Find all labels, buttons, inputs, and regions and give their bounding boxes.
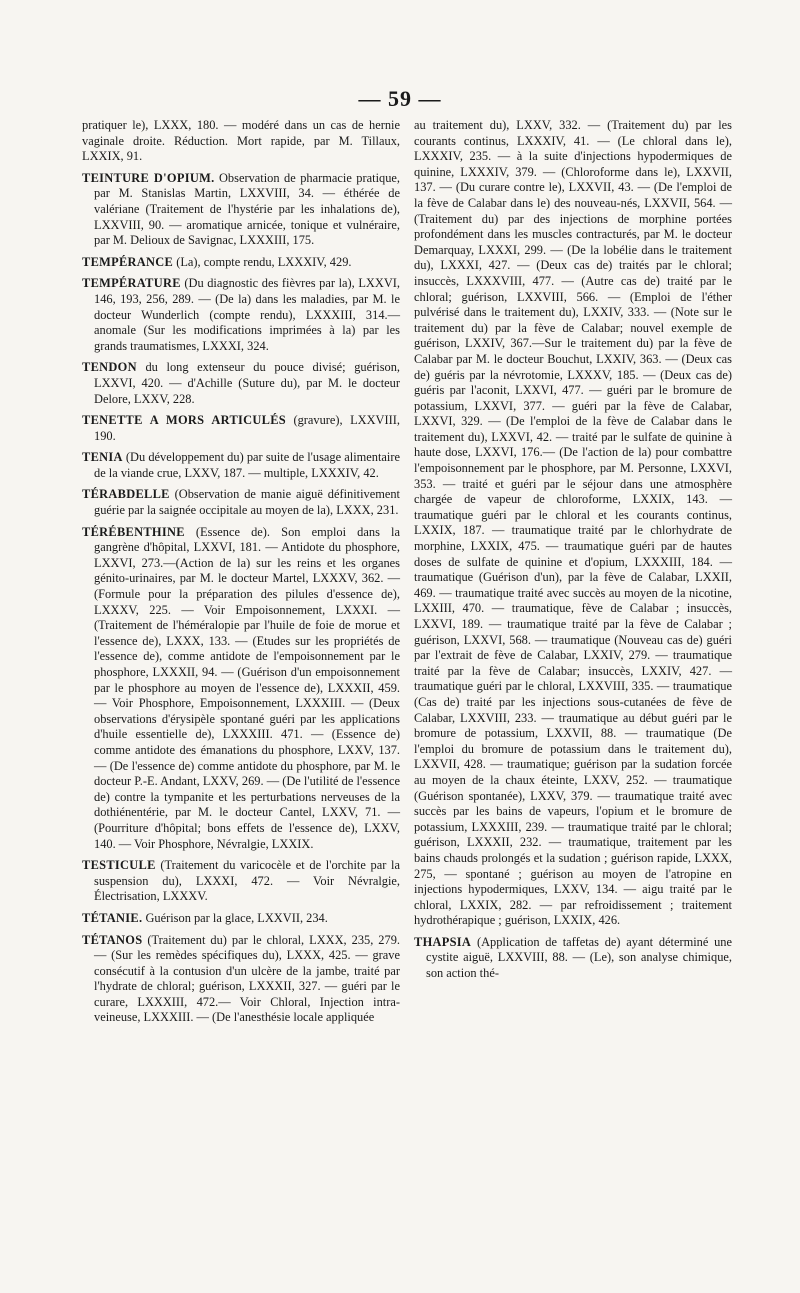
index-entry <box>82 487 400 518</box>
entry-headword: TÉRÉBENTHINE <box>82 524 185 539</box>
entry-text: pratiquer le), LXXX, 180. — modéré dans un cas de hernie vaginale droite. Réduction. Mort rapide, par M. Tillaux, LXXIX, 91. <box>82 118 400 164</box>
index-entry <box>82 450 400 481</box>
entry-text: (Du diagnostic des fièvres par la), LXXVI, 146, 193, 256, 289. — (De la) dans les maladies, par M. le docteur Wunderlich (compte rendu), LXXXIII, 314.— anomale (Sur les modifications imprimées à la) par les grands traumatismes, LXXXI, 324. <box>94 276 400 353</box>
entry-headword: THAPSIA <box>414 934 472 949</box>
entry-headword: TEMPÉRANCE <box>82 254 174 269</box>
entry-text: (Essence de). Son emploi dans la gangrène d'hôpital, LXXVI, 181. — Antidote du phosphore, LXXVI, 273.—(Action de la) sur les reins et les organes génito-urinaires, par M. le docteur Martel, LXXXV, 362. — (Formule pour la préparation des pilules d'essence de), LXXXV, 225. — Voir Empoisonnement, LXXXI. — (Traitement de l'héméralopie par l'huile de foie de morue et l'essence de), LXXX, 133. — (Etudes sur les propriétés de l'essence de), comme antidote de l'empoisonnement par le phosphore, LXXXII, 94. — (Guérison d'un empoisonnement par le phosphore au moyen de l'essence de), LXXXII, 459. — Voir Phosphore, Empoisonnement, LXXXIII. — (Deux observations d'érysipèle spontané guéri par les applications d'huile essentielle de), LXXXIII. 471. — (Essence de) comme antidote des émanations du phosphore, LXXV, 137. — (De l'essence de) comme antidote du phosphore, par M. le docteur P.-E. Andant, LXXV, 269. — (De l'utilité de l'essence de) contre la tympanite et les perturbations nerveuses de la dothiénentérie, par M. le docteur Cantel, LXXV, 71. — (Pourriture d'hôpital; bons effets de l'essence de), LXXV, 140. — Voir Phosphore, Névralgie, LXXIX. <box>94 524 400 851</box>
right-column <box>414 118 732 988</box>
index-entry <box>82 933 400 1027</box>
index-entry <box>82 171 400 249</box>
index-entry <box>82 858 400 905</box>
entry-text: (Application de taffetas de) ayant déterminé une cystite aiguë, LXXVIII, 88. — (Le), son analyse chimique, son action thé- <box>426 934 732 981</box>
index-entry <box>414 118 732 929</box>
entry-text: (gravure), LXXVIII, 190. <box>94 413 400 443</box>
entry-headword: TEINTURE D'OPIUM. <box>82 170 215 185</box>
entry-text: (La), compte rendu, LXXXIV, 429. <box>176 254 352 269</box>
entry-headword: TENETTE A MORS ARTICULÉS <box>82 413 286 428</box>
entry-text: (Observation de manie aiguë définitivement guérie par la saignée occipitale au moyen de la), LXXX, 231. <box>94 487 400 518</box>
entry-text: (Traitement du) par le chloral, LXXX, 235, 279. — (Sur les remèdes spécifiques du), LXXX, 425. — grave consécutif à la contusion d'un ulcère de la jambe, traité par l'hydrate de chloral; guérison, LXXXII, 327. — guéri par le curare, LXXXIII, 472.— Voir Chloral, Injection intra-veineuse, LXXXIII. — (De l'anesthésie locale appliquée <box>94 932 400 1025</box>
index-entry <box>82 525 400 852</box>
page-number: — 59 — <box>358 86 442 111</box>
entry-headword: TEMPÉRATURE <box>82 276 181 291</box>
entry-text: au traitement du), LXXV, 332. — (Traitement du) par les courants continus, LXXXIV, 41. — (Le chloral dans le), LXXXIV, 235. — à la suite d'injections hypodermiques de quinine, LXXXIV, 379. — (Chloroforme dans le), LXXVII, 137. — (Du curare contre le), LXXVII, 43. — (De l'emploi de la fève de Calabar dans le) des nouveau-nés, LXXVII, 564. — (Traitement du) par des injections de morphine portées profondément dans les muscles contracturés, par M. le docteur Demarquay, LXXXI, 299. — (De la lobélie dans le traitement du), LXXXI, 427. — (Deux cas de) traités par le chloral; insuccès, LXXXVIII, 477. — (Autre cas de) traité par le chloral; guérison, LXXVIII, 566. — (Emploi de l'éther pulvérisé dans le traitement du), LXXIV, 333. — (Note sur le traitement du) par la fève de Calabar; nouvel exemple de guérison, LXXIV, 367.—Sur le traitement du) par la fève de Calabar par M. le docteur Bouchut, LXXIV, 363. — (Deux cas de) guéris par la névrotomie, LXXXV, 185. — (Deux cas de) guéris par l'aconit, LXXVI, 477. — guéri par le bromure de potassium, LXXVI, 377. — guéri par la fève de Calabar, LXXVI, 329. — (De l'emploi de la fève de Calabar dans le traitement du), LXXVI, 42. — traité par le sulfate de quinine à haute dose, LXXVI, 176.— (De l'action de la) pour combattre l'empoisonnement par le phosphore, par M. Personne, LXXVI, 353. — traité et guéri par le séjour dans une atmosphère chargée de vapeur de chloroforme, LXXIX, 143. — traumatique guéri par le chloral et les courants continus, LXXIX, 187. — traumatique traité par le chlorhydrate de morphine, LXXIX, 475. — traumatique guéri par de hautes doses de sulfate de quinine et d'opium, LXXXIII, 184. — traumatique (Guérison d'un), par la fève de Calabar, LXXII, 469. — traumatique traité avec succès au moyen de la nicotine, LXXIII, 470. — traumatique, fève de Calabar ; insuccès, LXXVI, 189. — traumatique traité par la fève de Calabar ; guérison, LXXVI, 568. — traumatique (Nouveau cas de) guéri par l'extrait de fève de Calabar, LXXIV, 279. — traumatique traité par la fève de Calabar; insuccès, LXXIV, 427. — traumatique guéri par le chloral, LXXVIII, 335. — traumatique (Cas de) traité par les injections sous-cutanées de fève de Calabar, LXXVIII, 233. — traumatique au début guéri par le bromure de potassium, LXXVII, 88. — traumatique (De l'emploi du bromure de potassium dans le traitement du), LXXVII, 428. — traumatique; guérison par la sudation forcée au moyen de la chaux éteinte, LXXV, 252. — traumatique (Guérison spontanée), LXXV, 379. — traumatique traité avec succès par les bains de vapeurs, l'opium et le bromure de potassium, LXXXIII, 239. — traumatique traité par le chloral; guérison, LXXXII, 232. — traumatique, traitement par les bains chauds prolongés et la sudation ; guérison rapide, LXXX, 275, — spontané ; guérison au moyen de l'atropine en injections hypodermiques, LXXV, 134. — aigu traité par le chloral, LXXIX, 282. — par refroidissement ; traitement hydrothérapique ; guérison, LXXIX, 426. <box>414 118 732 928</box>
entry-headword: TÉTANIE. <box>82 910 143 925</box>
index-entry <box>414 935 732 982</box>
entry-text: (Du développement du) par suite de l'usage alimentaire de la viande crue, LXXV, 187. — multiple, LXXXIV, 42. <box>94 450 400 480</box>
index-entry <box>82 360 400 407</box>
index-entry <box>82 118 400 165</box>
index-entry <box>82 413 400 444</box>
entry-text: Guérison par la glace, LXXVII, 234. <box>145 910 328 925</box>
entry-text: (Traitement du varicocèle et de l'orchite par la suspension du), LXXXI, 472. — Voir Névralgie, Électrisation, LXXXV. <box>94 858 400 904</box>
index-entry <box>82 276 400 354</box>
left-column <box>82 118 400 1032</box>
entry-headword: TESTICULE <box>82 858 156 873</box>
entry-headword: TENIA <box>82 450 123 465</box>
entry-headword: TÉTANOS <box>82 932 143 947</box>
entry-headword: TENDON <box>82 360 137 375</box>
index-entry <box>82 911 400 927</box>
entry-text: du long extenseur du pouce divisé; guérison, LXXVI, 420. — d'Achille (Suture du), par M. le docteur Delore, LXXV, 228. <box>94 360 401 406</box>
entry-text: Observation de pharmacie pratique, par M. Stanislas Martin, LXXVIII, 34. — éthérée de valériane (Traitement de l'hystérie par les inhalations de), LXXVIII, 90. — aromatique arnicée, tonique et vulnéraire, par M. Delioux de Savignac, LXXXIII, 175. <box>94 170 400 248</box>
entry-headword: TÉRABDELLE <box>82 487 170 502</box>
index-entry <box>82 255 400 271</box>
